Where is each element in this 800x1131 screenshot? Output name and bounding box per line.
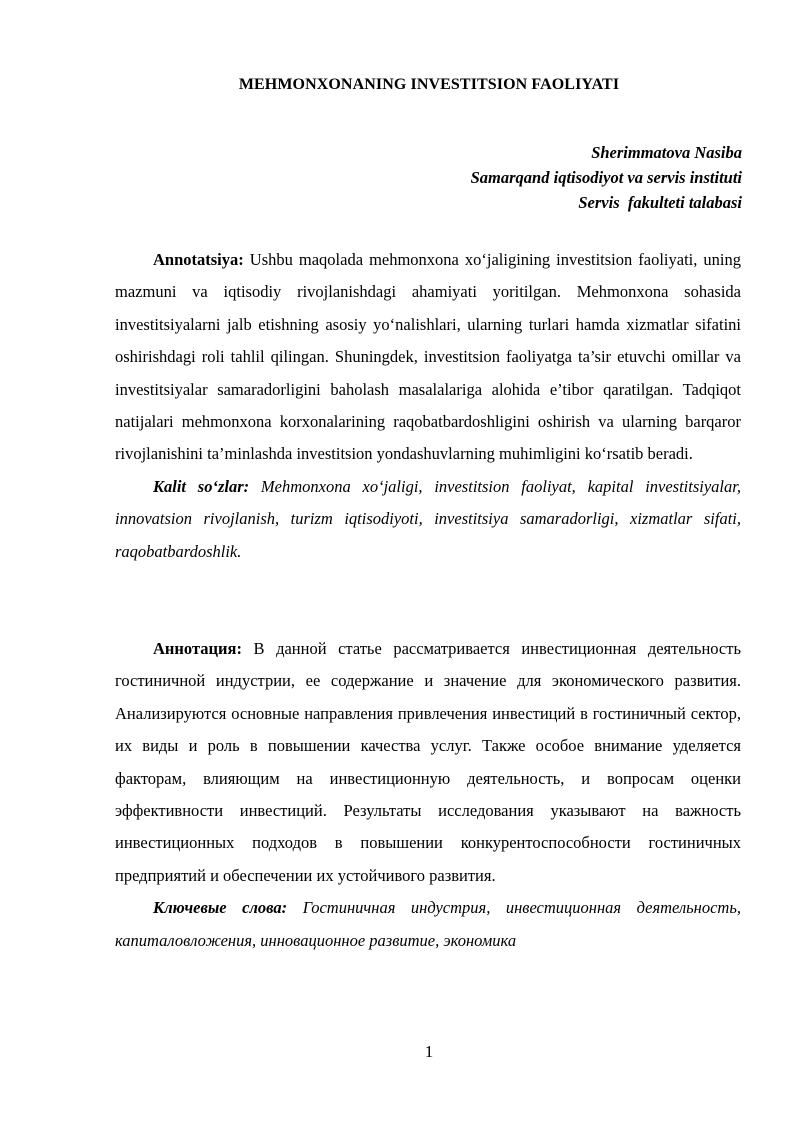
author-institution: Samarqand iqtisodiyot va servis instituti bbox=[470, 168, 742, 187]
abstract-ru-label: Аннотация: bbox=[153, 639, 242, 658]
keywords-uz-label: Kalit so‘zlar: bbox=[153, 476, 250, 496]
author-faculty: Servis fakulteti talabasi bbox=[578, 193, 742, 212]
keywords-uz-text: Mehmonxona xo‘jaligi, investitsion faoliyat, kapital investitsiyalar, innovatsion rivojlanish, turizm iqtisodiyoti, investitsiya samaradorligi, xizmatlar sifati, raqobatbardoshlik. bbox=[115, 476, 741, 561]
keywords-uz-paragraph bbox=[115, 471, 741, 568]
abstract-ru-paragraph bbox=[115, 633, 741, 892]
page-number: 1 bbox=[424, 1042, 434, 1061]
abstract-uzbek bbox=[115, 244, 741, 568]
keywords-ru-text: Гостиничная индустрия, инвестиционная деятельность, капиталовложения, инновационное развитие, экономика bbox=[115, 898, 741, 950]
keywords-ru-paragraph bbox=[115, 892, 741, 957]
keywords-ru-label: Ключевые слова: bbox=[153, 898, 288, 918]
abstract-uz-paragraph bbox=[115, 244, 741, 471]
author-name: Sherimmatova Nasiba bbox=[591, 143, 742, 162]
abstract-russian bbox=[115, 633, 741, 957]
abstract-ru-text: В данной статье рассматривается инвестиционная деятельность гостиничной индустрии, ее содержание и значение для экономического развития. Анализируются основные направления привлечения инвестиций в гостиничный сектор, их виды и роль в повышении качества услуг. Также особое внимание уделяется факторам, влияющим на инвестиционную деятельность, и вопросам оценки эффективности инвестиций. Результаты исследования указывают на важность инвестиционных подходов в повышении конкурентоспособности гостиничных предприятий и обеспечении их устойчивого развития. bbox=[115, 639, 741, 885]
abstract-uz-label: Annotatsiya: bbox=[153, 250, 244, 269]
article-title: MEHMONXONANING INVESTITSION FAOLIYATI bbox=[238, 76, 620, 93]
abstract-uz-text: Ushbu maqolada mehmonxona xo‘jaligining investitsion faoliyati, uning mazmuni va iqtisodiy rivojlanishdagi ahamiyati yoritilgan. Mehmonxona sohasida investitsiyalarni jalb etishning asosiy yo‘nalishlari, ularning turlari hamda xizmatlar sifatini oshirishdagi roli tahlil qilingan. Shuningdek, investitsion faoliyatga ta’sir etuvchi omillar va investitsiyalar samaradorligini baholash masalalariga alohida e’tibor qaratilgan. Tadqiqot natijalari mehmonxona korxonalarining raqobatbardoshligini oshirish va ularning barqaror rivojlanishini ta’minlashda investitsion yondashuvlarning muhimligini ko‘rsatib beradi. bbox=[115, 250, 741, 464]
